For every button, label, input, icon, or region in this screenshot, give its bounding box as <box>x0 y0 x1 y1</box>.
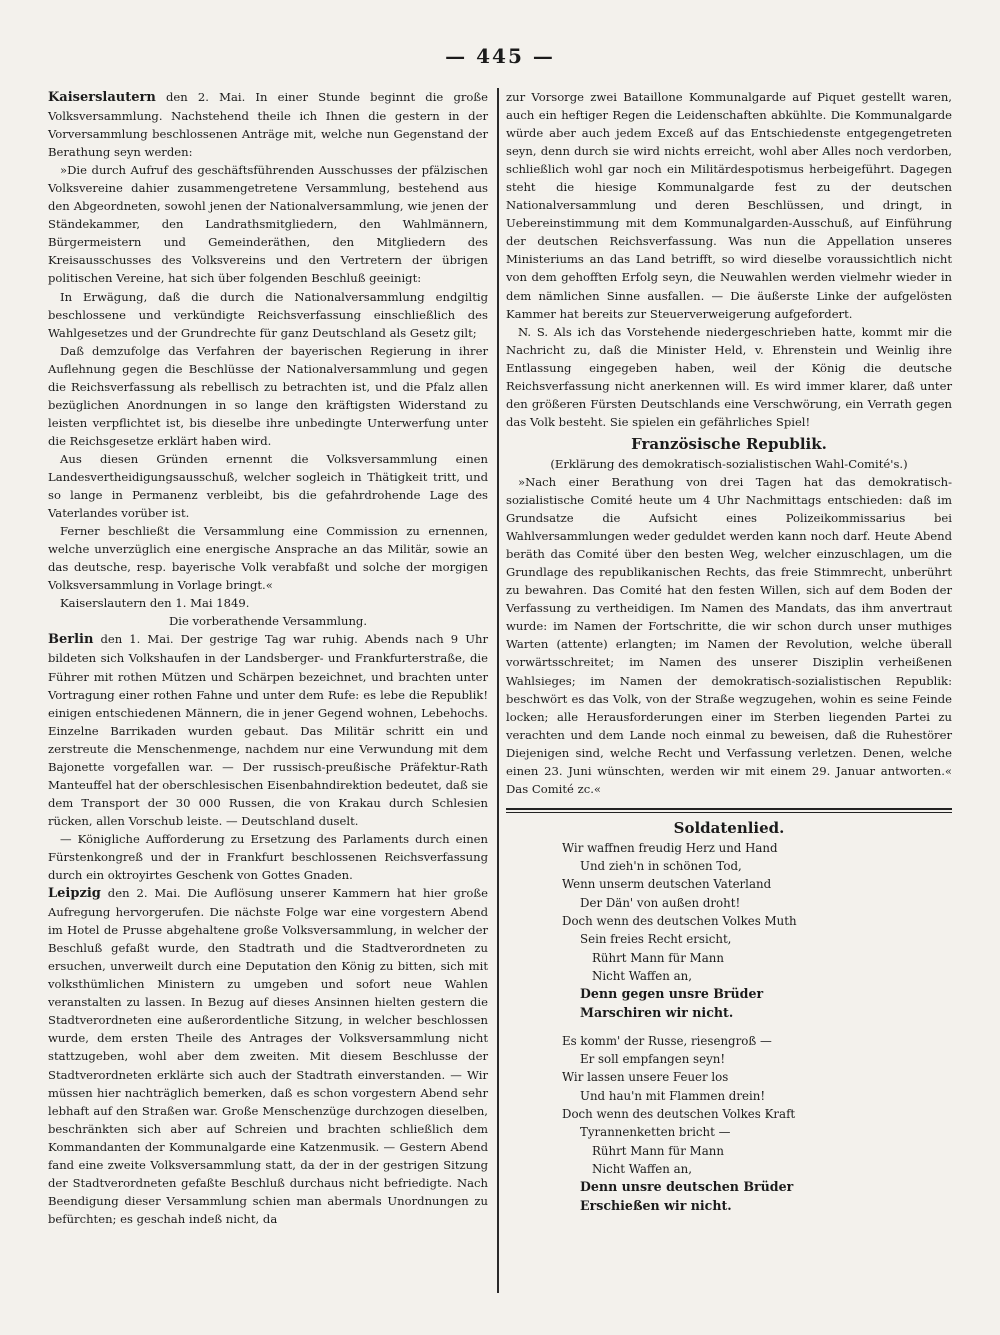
poem-line: Marschiren wir nicht. <box>580 1004 734 1020</box>
resolution-paragraph: Aus diesen Gründen ernennt die Volksversammlung einen Landesvertheidigungsausschuß, welcher sogleich in Thätigkeit tritt, und so lange in Permanenz verbleibt, bis die gefahrdrohende Lage des Vaterlandes vorüber ist. <box>48 451 488 521</box>
poem-line: Nicht Waffen an, <box>592 1161 693 1176</box>
poem-line: Wir lassen unsere Feuer los <box>562 1070 729 1085</box>
dateline-berlin: Berlin <box>48 632 94 648</box>
poem-stanza <box>562 1032 952 1215</box>
resolution-paragraph: Daß demzufolge das Verfahren der bayerischen Regierung in ihrer Auflehnung gegen die Beschlüsse der Nationalversammlung und gegen die Reichsverfassung als rebellisch zu betrachten ist, und die Pfalz allen bezüglichen Anordnungen in so lange den kräftigsten Widerstand zu leisten verpflichtet ist, bis dieselbe ihre unbedingte Unterwerfung unter die Reichsgesetze erklärt haben wird. <box>48 343 488 448</box>
poem-line: Wenn unserm deutschen Vaterland <box>562 877 772 892</box>
poem-line: Denn gegen unsre Brüder <box>580 986 764 1002</box>
poem-title: Soldatenlied. <box>673 818 785 837</box>
poem-line: Der Dän' von außen droht! <box>580 895 741 910</box>
poem-line: Sein freies Recht ersicht, <box>580 932 732 947</box>
dateline-kaiserslautern: Kaiserslautern <box>48 90 156 105</box>
poem-line: Tyrannenketten bricht — <box>580 1125 731 1140</box>
resolution-paragraph: Ferner beschließt die Versammlung eine Commission zu ernennen, welche unverzüglich eine energische Ansprache an das Militär, sowie an das deutsche, resp. bayerische Volk verabfaßt und solche der morgigen Volksversammlung in Vorlage bringt.« <box>48 524 488 593</box>
article-berlin <box>48 630 488 830</box>
poem-line: Rührt Mann für Mann <box>592 1143 724 1158</box>
column-divider <box>497 88 499 1293</box>
poem-line: Rührt Mann für Mann <box>592 950 724 965</box>
poem <box>506 839 952 1215</box>
poem-line: Wir waffnen freudig Herz und Hand <box>562 840 778 855</box>
resolution-paragraph: In Erwägung, daß die durch die Nationalversammlung endgiltig beschlossene und verkündigte Reichsverfassung einschließlich des Wahlgesetzes und der Grundrechte für ganz Deutschland als Gesetz gilt; <box>48 289 488 340</box>
poem-line: Und hau'n mit Flammen drein! <box>580 1088 766 1103</box>
poem-line: Doch wenn des deutschen Volkes Muth <box>562 914 797 929</box>
poem-line: Und zieh'n in schönen Tod, <box>580 859 742 874</box>
article-france-text: »Nach einer Berathung von drei Tagen hat das demokratisch-sozialistische Comité heute um 4 Uhr Nachmittags entschieden: daß im Grundsatze die Aufsicht eines Polizeikommissarius bei Wahlversammlungen weder geduldet werden kann noch darf. Heute Abend beräth das Comité über den besten Weg, welcher einzuschlagen, um die Grundlage des republikanischen Rechts, das freie Stimmrecht, unberührt zu bewahren. Das Comité hat den festen Willen, sich auf dem Boden der Verfassung zu vertheidigen. Im Namen des Mandats, das ihm anvertraut wurde: im Namen der Fortschritte, die wir schon durch unser muthiges Warten (attente) erlangten; im Namen der Revolution, welche überall vorwärtsschreitet; im Namen des unserer Disziplin verheißenen Wahlsieges; im Namen der demokratisch-sozialistischen Republik: beschwört es das Volk, von der Straße wegzugehen, wohin es seine Feinde locken; alle Herausforderungen einer im Sterben liegenden Partei zu verachten und dem Lande noch einmal zu beweisen, daß die Ruhestörer Diejenigen sind, welche Recht und Verfassung verletzen. Denen, welche einen 23. Juni wünschten, werden wir mit einem 29. Januar antworten.« Das Comité zc.« <box>506 474 952 796</box>
article-paragraph: — Königliche Aufforderung zu Ersetzung des Parlaments durch einen Fürstenkongreß und der in Frankfurt beschlossenen Reichsverfassung durch ein oktroyirtes Geschenk von Gottes Gnaden. <box>48 831 488 883</box>
poem-line: Erschießen wir nicht. <box>580 1197 732 1213</box>
section-divider <box>506 808 952 813</box>
left-column <box>48 88 488 1228</box>
poem-line: Doch wenn des deutschen Volkes Kraft <box>562 1107 796 1122</box>
dateline-leipzig: Leipzig <box>48 886 101 902</box>
resolution-date: Kaiserslautern den 1. Mai 1849. <box>60 596 250 611</box>
article-leipzig-continued: zur Vorsorge zwei Bataillone Kommunalgarde auf Piquet gestellt waren, auch ein heftiger Regen die Leidenschaften abkühlte. Die Kommunalgarde würde aber auch jedem Exceß auf das Entschiedenste entgegengetreten seyn, denn durch sie wird nichts erreicht, wohl aber Alles noch verdorben, schließlich wohl gar noch ein Militärdespotismus herbeigeführt. Dagegen steht die hiesige Kommunalgarde fest zu der deutschen Nationalversammlung und deren Beschlüssen, und dringt, in Uebereinstimmung mit dem Kommunalgarden-Ausschuß, auf Einführung der deutschen Reichsverfassung. Was nun die Appellation unseres Ministeriums an das Land betrifft, so wird dieselbe voraussichtlich nicht von dem gehofften Erfolg seyn, die Neuwahlen werden vielmehr wieder in dem nämlichen Sinne ausfallen. — Die äußerste Linke der aufgelösten Kammer hat bereits zur Steuerverweigerung aufgefordert. <box>506 90 952 321</box>
postscript-paragraph: N. S. Als ich das Vorstehende niedergeschrieben hatte, kommt mir die Nachricht zu, daß die Minister Held, v. Ehrenstein und Weinlig ihre Entlassung eingegeben haben, weil der König die deutsche Reichsverfassung nicht anerkennen will. Es wird immer klarer, daß unter den größeren Fürsten Deutschlands eine Verschwörung, ein Verrath gegen das Volk besteht. Sie spielen ein gefährliches Spiel! <box>506 324 952 429</box>
article-leipzig <box>48 884 488 1228</box>
article-text: den 2. Mai. Die Auflösung unserer Kammern hat hier große Aufregung hervorgerufen. Die nächste Folge war eine vorgestern Abend im Hotel de Prusse abgehaltene große Volksversammlung, in welcher der Beschluß gefaßt wurde, den Stadtrath und die Stadtverordneten zu ersuchen, unverweilt durch eine Deputation den König zu bitten, sich mit volksthümlichen Ministern zu umgeben und sofort neue Wahlen veranstalten zu lassen. In Bezug auf dieses Ansinnen hielten gestern die Stadtverordneten eine außerordentliche Sitzung, in welcher beschlossen wurde, dem ersten Theile des Antrages der Volksversammlung nicht stattzugeben, wohl aber dem zweiten. Mit diesem Beschlusse der Stadtverordneten erklärte sich auch der Stadtrath einverstanden. — Wir müssen hier nachträglich bemerken, daß es schon vorgestern Abend sehr lebhaft auf den Straßen war. Große Menschenzüge durchzogen dieselben, beschränkten sich aber auf Schreien und brachten schließlich dem Kommandanten der Kommunalgarde eine Katzenmusik. — Gestern Abend fand eine zweite Volksversammlung statt, da der in der gestrigen Sitzung der Stadtverordneten gefaßte Beschluß durchaus nicht befriedigte. Nach Beendigung dieser Versammlung schien man abermals Unordnungen zu befürchten; es geschah indeß nicht, da <box>48 886 488 1226</box>
poem-line: Nicht Waffen an, <box>592 968 693 983</box>
article-kaiserslautern-intro <box>48 88 488 161</box>
poem-line: Er soll empfangen seyn! <box>580 1052 726 1067</box>
article-subtitle: (Erklärung des demokratisch-sozialistischen Wahl-Comité's.) <box>550 456 908 471</box>
section-heading-france: Französische Republik. <box>631 434 827 453</box>
article-text: den 1. Mai. Der gestrige Tag war ruhig. Abends nach 9 Uhr bildeten sich Volkshaufen in der Landsberger- und Frankfurterstraße, die Führer mit rothen Mützen und Schärpen bezeichnet, und brachten unter Vortragung einer rothen Fahne und unter dem Rufe: es lebe die Republik! einigen entschiedenen Männern, die in jener Gegend wohnen, Lebehochs. Einzelne Barrikaden wurden gebaut. Das Militär schritt ein und zerstreute die Menschenmenge, nachdem nur eine Verwundung mit dem Bajonette vorgefallen war. — Der russisch-preußische Präfektur-Rath Manteuffel hat der oberschlesischen Eisenbahndirektion bedeutet, daß sie dem Transport der 30 000 Russen, die von Krakau durch Schlesien rücken, allen Vorschub leiste. — Deutschland duselt. <box>48 632 488 828</box>
resolution-paragraph: »Die durch Aufruf des geschäftsführenden Ausschusses der pfälzischen Volksvereine dahier zusammengetretene Versammlung, bestehend aus den Abgeordneten, sowohl jenen der Nationalversammlung, wie jenen der Ständekammer, den Landrathsmitgliedern, den Wahlmännern, Bürgermeistern und Gemeinderäthen, den Mitgliedern des Kreisausschusses des Volksvereins und den Vertretern der übrigen politischen Vereine, hat sich über folgenden Beschluß geeinigt: <box>48 163 488 286</box>
article-text: den 2. Mai. In einer Stunde beginnt die große Volksversammlung. Nachstehend theile ich Ihnen die gestern in der Vorversammlung beschlossenen Anträge mit, welche nun Gegenstand der Berathung seyn werden: <box>48 90 488 160</box>
resolution-signature: Die vorberathende Versammlung. <box>168 614 368 629</box>
poem-line: Es komm' der Russe, riesengroß — <box>562 1033 772 1048</box>
poem-stanza <box>562 839 952 1022</box>
page-number: — 445 — <box>445 44 555 68</box>
right-column <box>506 88 952 1215</box>
poem-line: Denn unsre deutschen Brüder <box>580 1179 794 1195</box>
